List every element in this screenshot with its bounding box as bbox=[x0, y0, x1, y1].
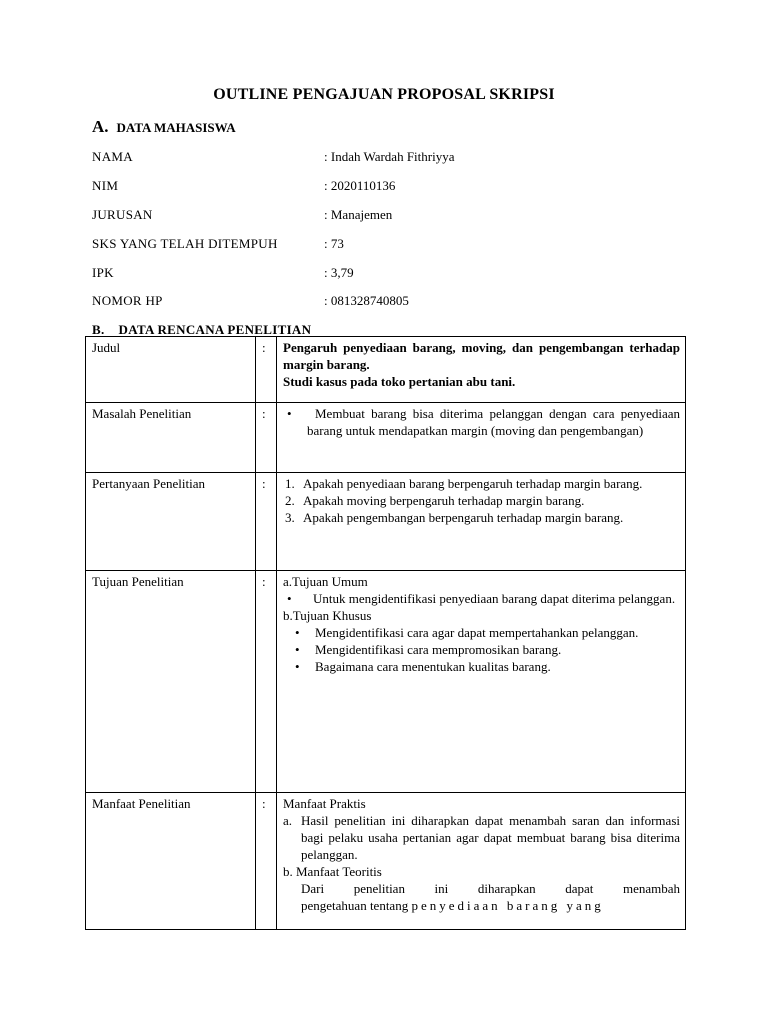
list-text: Apakah pengembangan berpengaruh terhadap margin barang. bbox=[303, 510, 624, 525]
info-label: SKS YANG TELAH DITEMPUH bbox=[92, 236, 278, 251]
bullet-icon: • bbox=[295, 659, 300, 674]
row-colon: : bbox=[256, 793, 277, 930]
bullet-icon: • bbox=[287, 591, 292, 606]
list-number: 2. bbox=[285, 493, 295, 508]
bullet-icon: • bbox=[295, 642, 300, 657]
list-number: 1. bbox=[285, 476, 295, 491]
judul-line-2: Studi kasus pada toko pertanian abu tani. bbox=[283, 374, 516, 389]
row-colon: : bbox=[256, 571, 277, 793]
row-colon: : bbox=[256, 473, 277, 571]
teoritis-line-1: Dari penelitian ini diharapkan dapat menambah bbox=[301, 881, 680, 896]
table-row-masalah bbox=[86, 403, 686, 473]
manfaat-teoritis-heading: b. Manfaat Teoritis bbox=[283, 864, 382, 879]
list-item bbox=[283, 475, 680, 492]
teoritis-line-2-start: pengetahuan tentang bbox=[301, 898, 409, 913]
table-row-judul bbox=[86, 337, 686, 403]
list-item bbox=[283, 812, 680, 863]
list-text: Apakah penyediaan barang berpengaruh terhadap margin barang. bbox=[303, 476, 643, 491]
row-label: Manfaat Penelitian bbox=[86, 793, 256, 930]
judul-line-1: Pengaruh penyediaan barang, moving, dan pengembangan terhadap margin barang. bbox=[283, 340, 680, 372]
list-number: 3. bbox=[285, 510, 295, 525]
info-label: IPK bbox=[92, 265, 114, 280]
row-content bbox=[277, 473, 686, 571]
row-content bbox=[277, 337, 686, 403]
list-text: Bagaimana cara menentukan kualitas barang. bbox=[315, 659, 551, 674]
table-row-pertanyaan bbox=[86, 473, 686, 571]
section-b-title: DATA RENCANA PENELITIAN bbox=[118, 322, 312, 337]
info-value: : Indah Wardah Fithriyya bbox=[324, 149, 455, 164]
list-item bbox=[283, 492, 680, 509]
info-label: NAMA bbox=[92, 149, 133, 164]
bullet-icon: • bbox=[287, 406, 292, 421]
list-text: Mengidentifikasi cara mempromosikan barang. bbox=[315, 642, 562, 657]
info-label: JURUSAN bbox=[92, 207, 153, 222]
list-item bbox=[283, 590, 680, 607]
row-label: Masalah Penelitian bbox=[86, 403, 256, 473]
list-item bbox=[283, 509, 680, 526]
list-item bbox=[283, 658, 680, 675]
list-item bbox=[283, 641, 680, 658]
table-row-manfaat bbox=[86, 793, 686, 930]
row-content bbox=[277, 793, 686, 930]
info-value: : 081328740805 bbox=[324, 293, 409, 308]
tujuan-khusus-heading: b.Tujuan Khusus bbox=[283, 608, 372, 623]
list-text: Untuk mengidentifikasi penyediaan barang dapat diterima pelanggan. bbox=[313, 591, 676, 606]
list-text: Apakah moving berpengaruh terhadap margin barang. bbox=[303, 493, 585, 508]
info-value: : 2020110136 bbox=[324, 178, 396, 193]
section-a-letter: A. bbox=[92, 117, 109, 136]
row-colon: : bbox=[256, 337, 277, 403]
list-text: Mengidentifikasi cara agar dapat mempertahankan pelanggan. bbox=[315, 625, 639, 640]
bullet-icon: • bbox=[295, 625, 300, 640]
table-row-tujuan bbox=[86, 571, 686, 793]
section-a-title: DATA MAHASISWA bbox=[116, 120, 236, 135]
list-item bbox=[283, 624, 680, 641]
info-value: : 73 bbox=[324, 236, 344, 251]
row-content bbox=[277, 403, 686, 473]
info-label: NOMOR HP bbox=[92, 293, 163, 308]
row-label: Pertanyaan Penelitian bbox=[86, 473, 256, 571]
tujuan-umum-heading: a.Tujuan Umum bbox=[283, 574, 368, 589]
page-title: OUTLINE PENGAJUAN PROPOSAL SKRIPSI bbox=[213, 86, 555, 103]
row-colon: : bbox=[256, 403, 277, 473]
research-plan-table bbox=[85, 336, 686, 930]
row-label: Judul bbox=[86, 337, 256, 403]
info-label: NIM bbox=[92, 178, 119, 193]
teoritis-text bbox=[283, 880, 680, 914]
teoritis-line-2 bbox=[301, 897, 680, 914]
masalah-text: Membuat barang bisa diterima pelanggan dengan cara penyediaan barang untuk mendapatkan margin (moving dan pengembangan) bbox=[307, 406, 680, 438]
list-text: Hasil penelitian ini diharapkan dapat menambah saran dan informasi bagi pelaku usaha pertanian agar dapat membuat barang bisa diterima pelanggan. bbox=[301, 813, 680, 862]
section-a-heading bbox=[92, 118, 236, 136]
info-value: : 3,79 bbox=[324, 265, 354, 280]
section-b-letter: B. bbox=[92, 322, 105, 337]
list-item bbox=[283, 405, 680, 439]
list-letter: a. bbox=[283, 813, 293, 828]
info-value: : Manajemen bbox=[324, 207, 393, 222]
teoritis-line-2-spaced: penyediaan barang yang bbox=[411, 898, 604, 913]
row-label: Tujuan Penelitian bbox=[86, 571, 256, 793]
row-content bbox=[277, 571, 686, 793]
manfaat-praktis-heading: Manfaat Praktis bbox=[283, 796, 366, 811]
